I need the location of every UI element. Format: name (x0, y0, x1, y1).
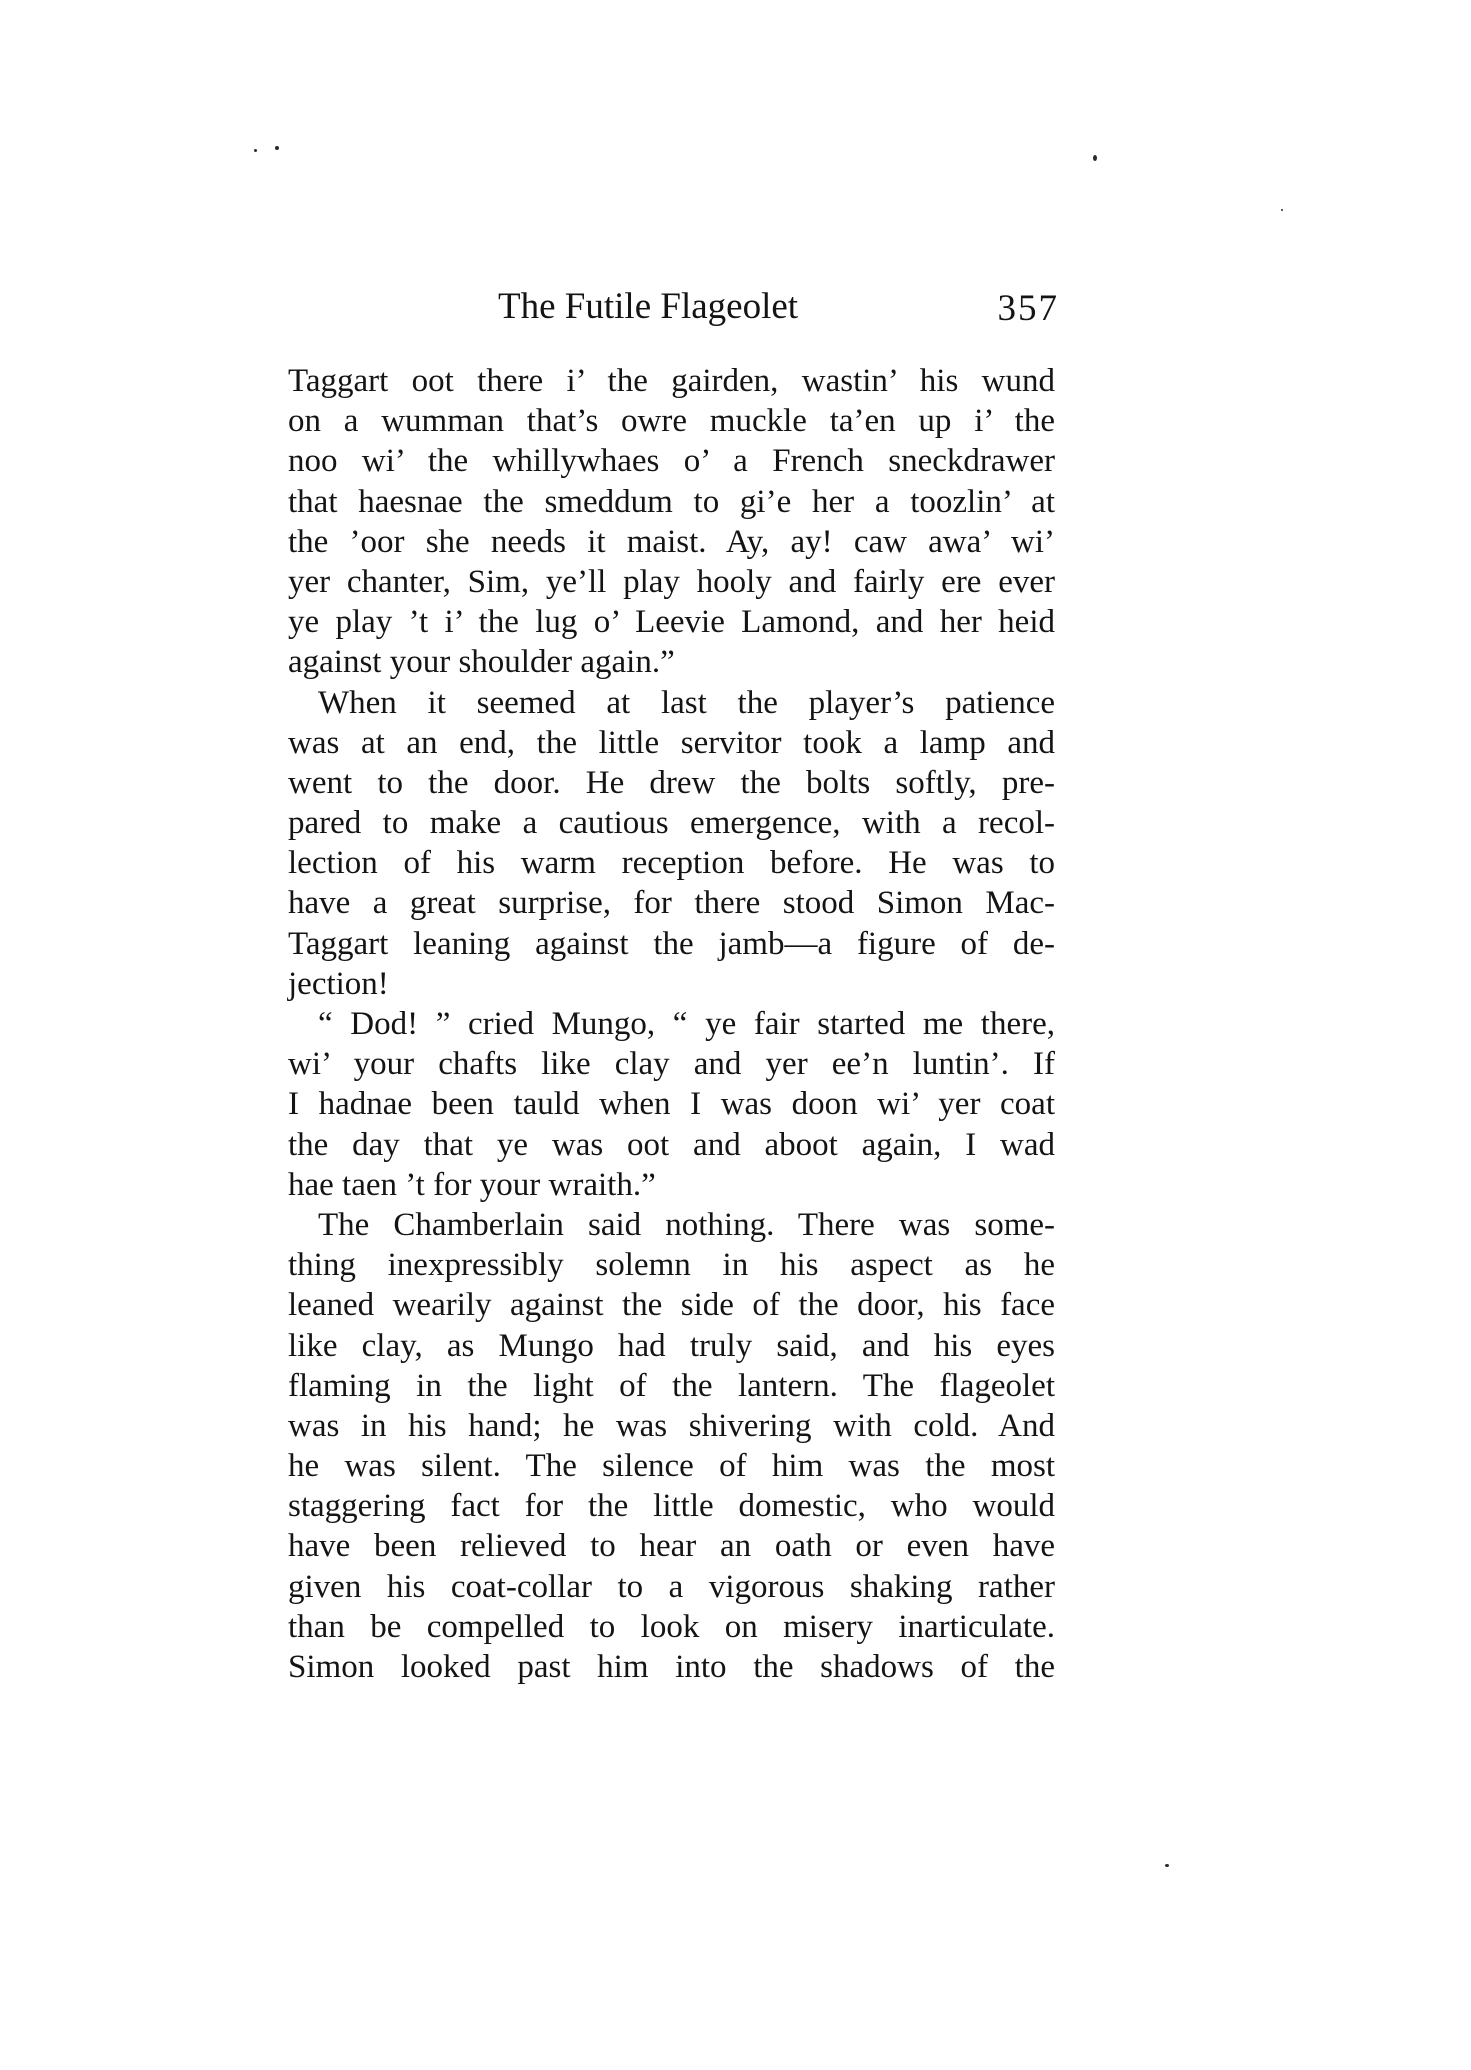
text-line: that haesnae the smeddum to gi’e her a toozlin’ at (288, 483, 1055, 520)
text-line: ye play ’t i’ the lug o’ Leevie Lamond, and her heid (288, 604, 1055, 641)
scan-speck (1093, 155, 1097, 161)
scan-speck (275, 146, 279, 150)
text-line: hae taen ’t for your wraith.” (288, 1166, 656, 1203)
text-line: noo wi’ the whillywhaes o’ a French sneckdrawer (288, 443, 1055, 480)
text-line: flaming in the light of the lantern. The flageolet (288, 1367, 1055, 1404)
text-line: than be compelled to look on misery inarticulate. (288, 1608, 1055, 1645)
text-line: “ Dod! ” cried Mungo, “ ye fair started me there, (318, 1006, 1055, 1042)
page-number: 357 (997, 288, 1059, 329)
text-line: wi’ your chafts like clay and yer ee’n luntin’. If (288, 1046, 1055, 1083)
text-line: yer chanter, Sim, ye’ll play hooly and fairly ere ever (288, 563, 1055, 600)
text-line: thing inexpressibly solemn in his aspect as he (288, 1247, 1055, 1284)
text-line: the ’oor she needs it maist. Ay, ay! caw awa’ wi’ (288, 523, 1055, 560)
text-line: Simon looked past him into the shadows of the (288, 1649, 1055, 1685)
scan-speck (1165, 1864, 1169, 1867)
text-line: went to the door. He drew the bolts softly, pre- (288, 764, 1055, 801)
scan-speck (1281, 209, 1283, 211)
text-line: given his coat-collar to a vigorous shaking rather (288, 1568, 1055, 1605)
text-line: Taggart oot there i’ the gairden, wastin’ his wund (288, 363, 1055, 399)
text-line: was in his hand; he was shivering with cold. And (288, 1407, 1055, 1444)
text-line: lection of his warm reception before. He was to (288, 845, 1055, 882)
text-line: The Chamberlain said nothing. There was some- (318, 1206, 1055, 1243)
running-title: The Futile Flageolet (498, 286, 799, 327)
text-line: the day that ye was oot and aboot again, I wad (288, 1126, 1055, 1163)
scan-speck (254, 149, 257, 152)
text-line: leaned wearily against the side of the door, his face (288, 1287, 1055, 1324)
text-line: he was silent. The silence of him was the most (288, 1448, 1055, 1485)
text-line: Taggart leaning against the jamb—a figure of de- (288, 925, 1055, 962)
text-line: pared to make a cautious emergence, with a recol- (288, 805, 1055, 842)
text-line: I hadnae been tauld when I was doon wi’ yer coat (288, 1086, 1055, 1123)
text-line: have a great surprise, for there stood Simon Mac- (288, 885, 1055, 922)
text-line: on a wumman that’s owre muckle ta’en up i’ the (288, 403, 1055, 440)
text-line: jection! (288, 965, 389, 1002)
running-head (494, 282, 1059, 332)
text-line: against your shoulder again.” (288, 644, 675, 681)
text-line: When it seemed at last the player’s patience (318, 684, 1055, 721)
text-line: staggering fact for the little domestic, who would (288, 1488, 1055, 1525)
text-line: have been relieved to hear an oath or even have (288, 1528, 1055, 1565)
text-line: like clay, as Mungo had truly said, and his eyes (288, 1327, 1055, 1364)
text-line: was at an end, the little servitor took a lamp and (288, 724, 1055, 761)
body-text (288, 361, 1055, 1687)
